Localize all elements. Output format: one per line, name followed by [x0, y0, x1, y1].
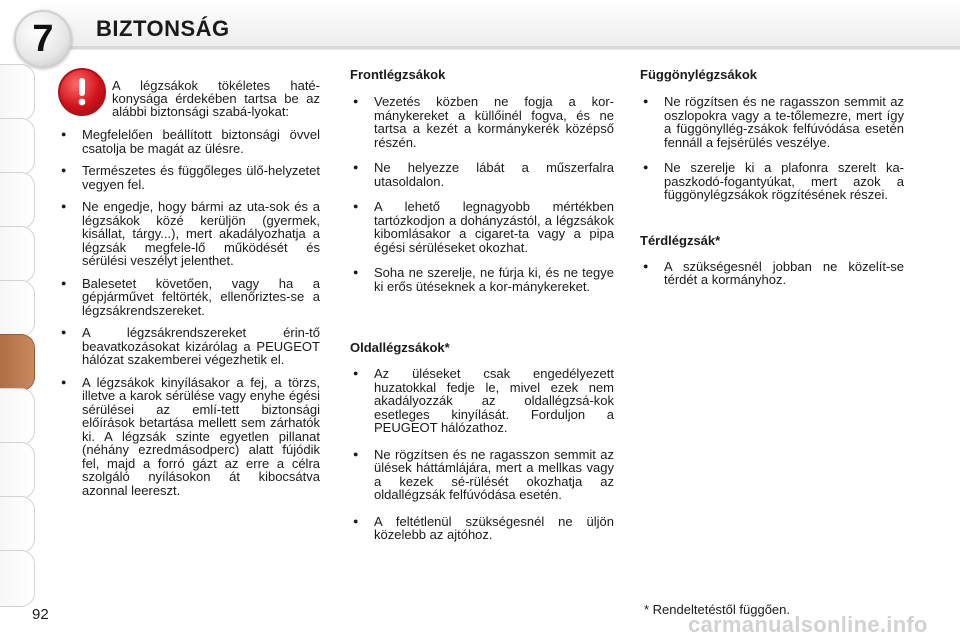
chapter-tab[interactable]: [0, 550, 35, 607]
chapter-tab[interactable]: [0, 226, 35, 283]
warning-intro-text: A légzsákok tökéletes haté-konysága érdekében tartsa be az alábbi biztonsági szabá-lyokat:: [112, 78, 320, 119]
chapter-number-badge: 7: [14, 10, 72, 68]
list-item: ● Megfelelően beállított biztonsági övvel csatolja be magát az ülésre.: [58, 128, 320, 155]
chapter-tab[interactable]: [0, 388, 35, 445]
page-number: 92: [32, 606, 49, 623]
curtain-airbags-heading: Függönylégzsákok: [640, 67, 758, 82]
list-item: ● A légzsákok kinyílásakor a fej, a törzs, illetve a karok sérülése vagy enyhe égési sérülései az emlí-tett biztonsági előírások betartása mellett sem zárhatók ki. A légzsák szinte egyetlen pillanat (néhány ezredmásodperc) alatt fújódik fel, majd a forró gázt az erre a célra szolgáló nyílásokon át kibocsátva azonnal leereszt.: [58, 376, 320, 498]
list-item: ● Ne engedje, hogy bármi az uta-sok és a légzsákok közé kerüljön (gyermek, kisállat, tárgy...), mert akadályozhatja a légzsák megfele-lő működését és sérülési veszélyt jelenthet.: [58, 200, 320, 268]
chapter-tab[interactable]: [0, 442, 35, 499]
list-item: ● A szükségesnél jobban ne közelít-se térdét a kormányhoz.: [640, 260, 904, 287]
header-divider: [60, 46, 960, 49]
chapter-tab[interactable]: [0, 496, 35, 553]
list-item: ● Ne helyezze lábát a műszerfalra utasoldalon.: [350, 161, 614, 188]
chapter-tab[interactable]: [0, 280, 35, 337]
chapter-tab-strip: [0, 0, 46, 640]
knee-airbag-heading: Térdlégzsák*: [640, 232, 721, 248]
chapter-tab[interactable]: [0, 172, 35, 229]
page-title: BIZTONSÁG: [96, 16, 230, 41]
list-item: ● Az üléseket csak engedélyezett huzatokkal fedje le, mivel ezek nem akadályozzák az oldallégzsá-kok esetleges kinyílását. Forduljon a PEUGEOT hálózathoz.: [350, 367, 614, 435]
list-item: ● Soha ne szerelje, ne fúrja ki, és ne tegye ki erős ütéseknek a kor-mánykereket.: [350, 266, 614, 293]
frontal-airbags-list: [350, 95, 614, 293]
list-item: ● A légzsákrendszereket érin-tő beavatkozásokat kizárólag a PEUGEOT hálózat szakemberei végezhetik el.: [58, 326, 320, 367]
safety-rules-list: [58, 128, 320, 497]
middle-column: [350, 68, 614, 542]
frontal-airbags-heading: Frontlégzsákok: [350, 67, 446, 82]
list-item: ● Ne rögzítsen és ne ragasszon semmit az oszlopokra vagy a te-tőlemezre, mert így a függönyllég-zsákok felfúvódása esetén fennáll a fejsérülés veszélye.: [640, 95, 904, 149]
list-item: ● A feltétlenül szükségesnél ne üljön közelebb az ajtóhoz.: [350, 515, 614, 542]
right-column: [640, 68, 904, 287]
knee-airbag-list: [640, 260, 904, 287]
chapter-tab[interactable]: [0, 118, 35, 175]
chapter-tab[interactable]: [0, 64, 35, 121]
list-item: ● Vezetés közben ne fogja a kor-mánykereket a küllőinél fogva, és ne tartsa a kezét a kormánykerék középső részén.: [350, 95, 614, 149]
safety-rules-column: [58, 128, 320, 506]
list-item: ● A lehető legnagyobb mértékben tartózkodjon a dohányzástól, a légzsákok kibomlásakor a cigaret-ta vagy a pipa égési sérüléseket okozhat.: [350, 200, 614, 254]
curtain-airbags-list: [640, 95, 904, 202]
list-item: ● Ne rögzítsen és ne ragasszon semmit az ülések háttámlájára, mert a mellkas vagy a kezek sé-rülését okozhatja az oldallégzsák felfúvódása esetén.: [350, 448, 614, 502]
list-item: ● Balesetet követően, vagy ha a gépjárművet feltörték, ellenőriztes-se a légzsákrendszereket.: [58, 277, 320, 318]
side-airbags-list: [350, 367, 614, 542]
side-airbags-heading: Oldallégzsákok*: [350, 340, 450, 355]
footnote: * Rendeltetéstől függően.: [644, 602, 790, 617]
chapter-tab-active[interactable]: [0, 334, 35, 391]
watermark: carmanualsonline.info: [688, 612, 928, 637]
list-item: ● Ne szerelje ki a plafonra szerelt ka-paszkodó-fogantyúkat, mert azok a függönylégzsákok rögzítésének részei.: [640, 161, 904, 202]
list-item: ● Természetes és függőleges ülő-helyzetet vegyen fel.: [58, 164, 320, 191]
exclamation-warning-icon: [58, 68, 106, 116]
